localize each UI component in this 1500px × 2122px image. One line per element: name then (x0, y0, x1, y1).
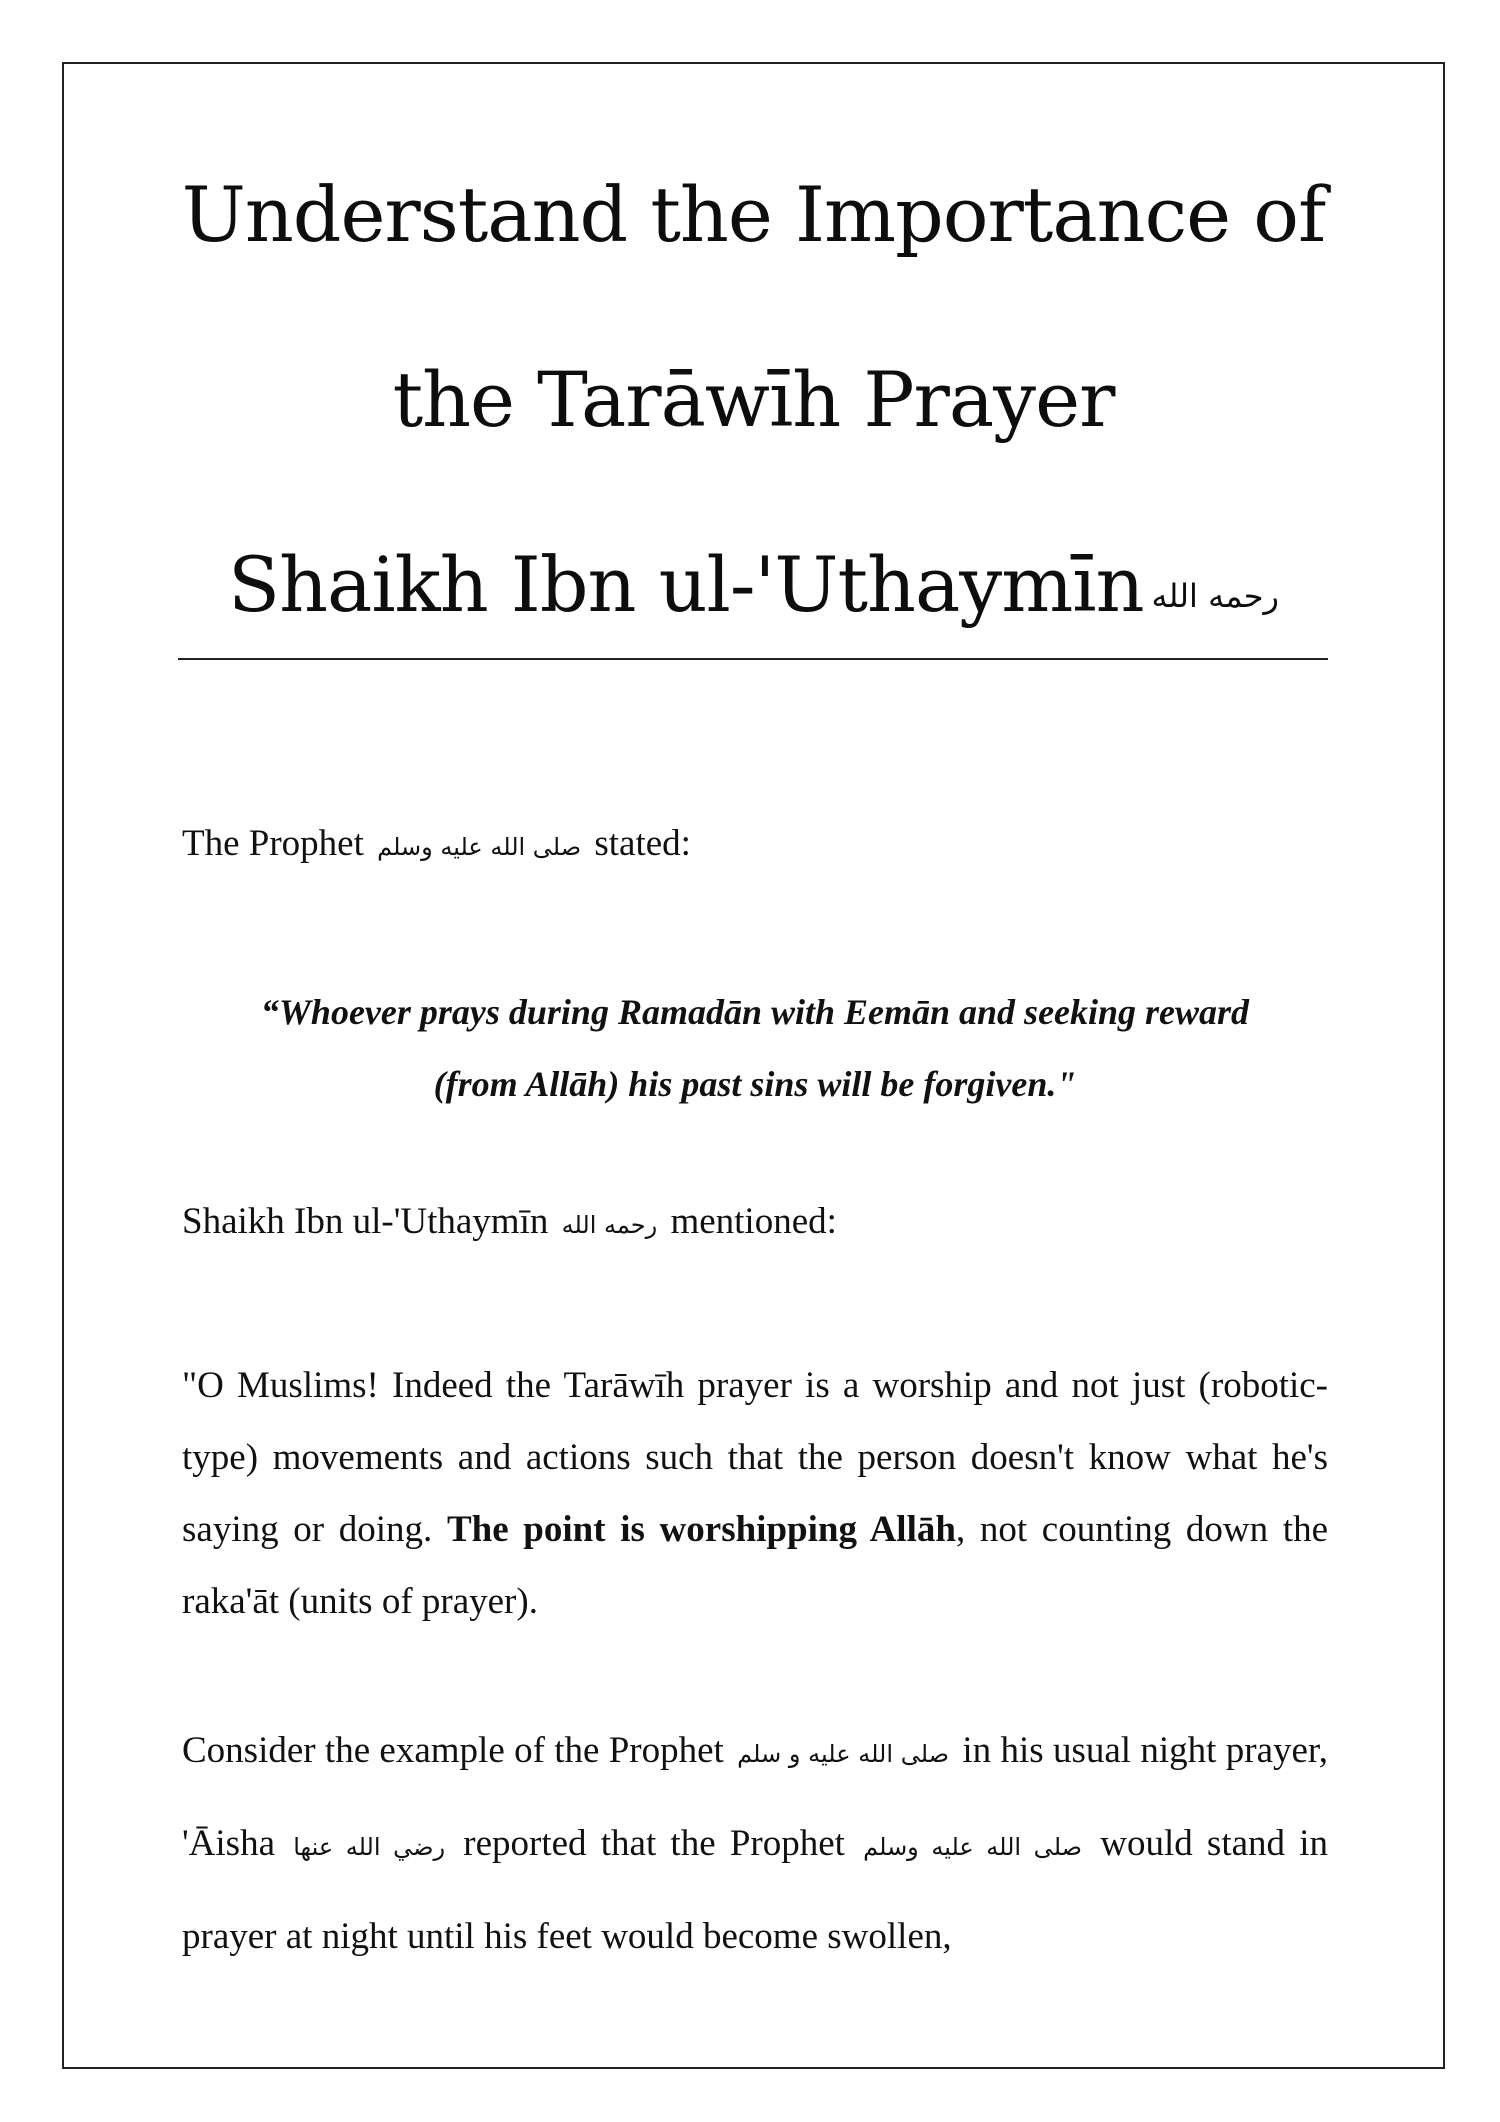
paragraph-2 (182, 1706, 1328, 1982)
intro-arabic: صلى الله عليه وسلم (377, 833, 582, 861)
intro-after: stated: (594, 823, 691, 864)
mentioned-arabic: رحمه الله (561, 1211, 658, 1239)
para1-text-2: , not counting down the raka'āt (units of prayer). (182, 1509, 1329, 1622)
title-block (62, 168, 1445, 632)
quote-line-1: “Whoever prays during Ramadān with Eemān and seeking reward (260, 992, 1250, 1032)
para2-text-3: reported that the Prophet (463, 1823, 845, 1864)
mentioned-before: Shaikh Ibn ul-'Uthaymīn (182, 1201, 549, 1242)
para2-text-4: would stand in prayer at night until his feet would become swollen, (182, 1823, 1329, 1957)
mentioned-line (182, 1194, 1328, 1253)
mentioned-after: mentioned: (670, 1201, 837, 1242)
title-author: Shaikh Ibn ul-'Uthaymīn (228, 540, 1144, 629)
title-line-3 (62, 538, 1445, 632)
para2-text-1: Consider the example of the Prophet (182, 1730, 724, 1771)
title-honorific-arabic: رحمه الله (1151, 577, 1279, 615)
para2-text-2: in his usual night prayer, 'Āisha (182, 1730, 1329, 1864)
intro-before: The Prophet (182, 823, 364, 864)
para2-arabic-2: رضي الله عنها (293, 1833, 446, 1861)
quote-line-2: (from Allāh) his past sins will be forgiven." (433, 1064, 1077, 1104)
title-divider (178, 658, 1328, 660)
para1-bold: The point is worshipping Allāh (446, 1509, 956, 1550)
paragraph-1 (182, 1350, 1328, 1638)
para1-text-1: "O Muslims! Indeed the Tarāwīh prayer is a worship and not just (robotic-type) movements and actions such that the person doesn't know what he's saying or doing. (182, 1365, 1328, 1550)
para2-arabic-1: صلى الله عليه و سلم (737, 1740, 950, 1768)
intro-line (182, 816, 1328, 875)
para2-arabic-3: صلى الله عليه وسلم (863, 1833, 1083, 1861)
hadith-quote (182, 976, 1328, 1120)
title-line-2: the Tarāwīh Prayer (392, 355, 1115, 444)
title-line-1: Understand the Importance of (181, 170, 1326, 259)
